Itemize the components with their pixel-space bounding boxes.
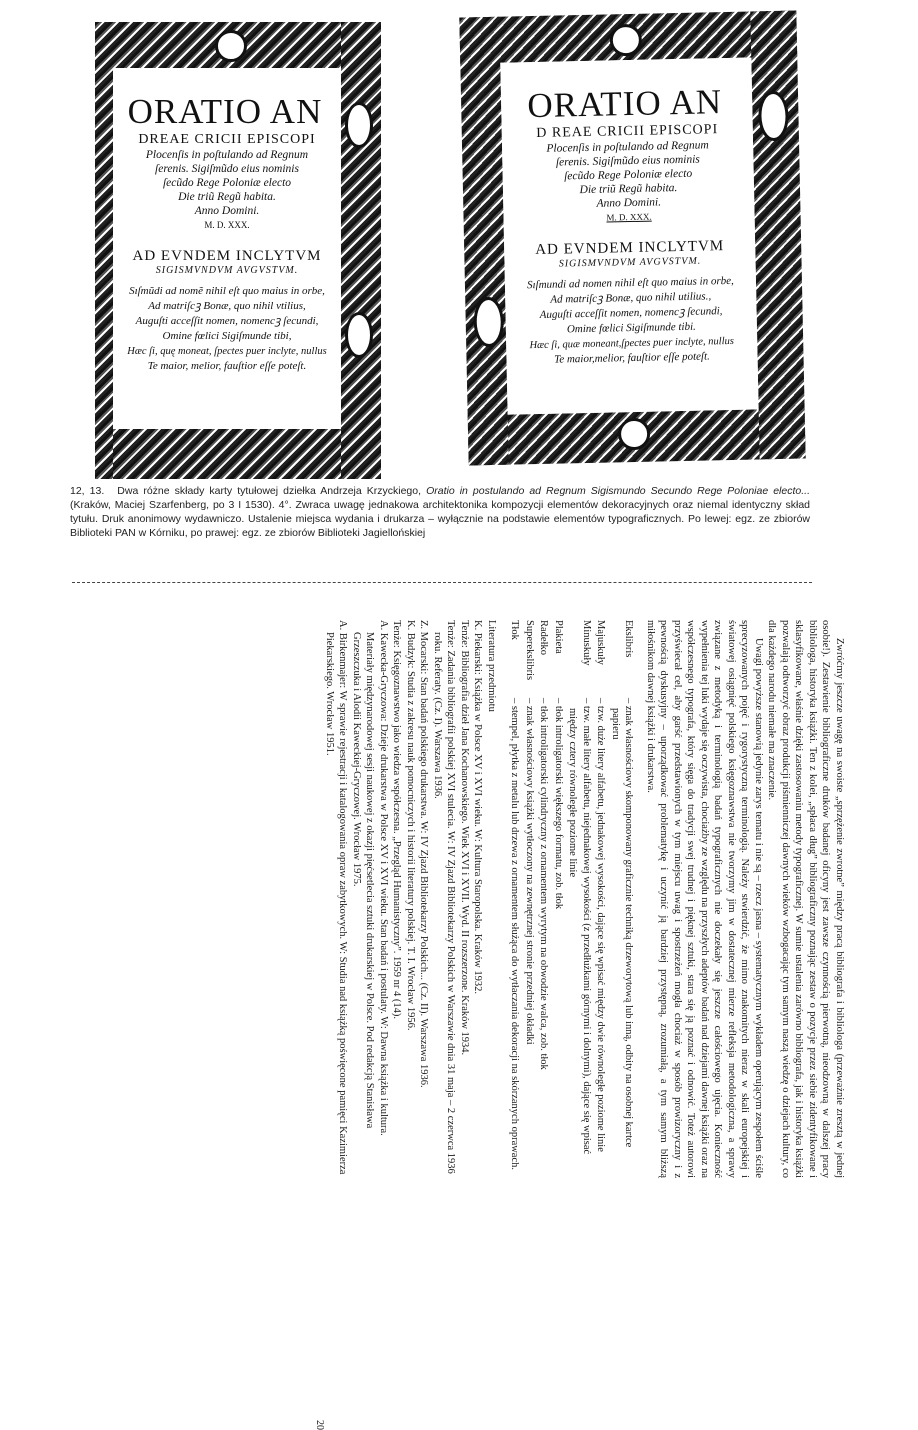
glossary-entry (594, 620, 608, 1178)
bibliography (323, 620, 485, 1178)
verse-line: Omine fœlici Sigiſmunde tibi. (566, 320, 696, 336)
dedication-subheading: SIGISMVNDVM AVGVSTVM. (558, 255, 702, 270)
page-divider (72, 582, 812, 583)
glossary-definition: – tłok introligatorski większego formatu, zob. tłok (553, 698, 564, 910)
bibliography-entry: Tenże: Zadania bibliografii polskiej XVI stulecia. W: IV Zjazd Bibliotekarzy Polskich w Warszawie dnia 31 maja – 2 czerwca 1936 roku. Referaty. (Cz. I). Warszawa 1936. (432, 620, 457, 1174)
verse-line: Te maior,melior, fauſtior eſſe poteſt. (554, 350, 710, 366)
bibliography-entry: K. Piekarski: Książka w Polsce XV i XVI wieku. W: Kultura Staropolska. Kraków 1932. (472, 620, 484, 994)
glossary-entry (552, 620, 566, 1178)
glossary-term: Plakieta (553, 620, 564, 654)
verse-line: Hæc ſi, quę moneat, ſpectes puer inclyte, nullus (127, 346, 327, 357)
title-page-main-title: ORATIO AN (127, 92, 323, 131)
glossary-entry (523, 620, 537, 1178)
figure-number: 12, 13. (70, 485, 105, 497)
bibliography-entry: K. Budzyk: Studia z zakresu nauk pomocniczych i historii literatury polskiej. T. I. Wrocław 1956. (405, 620, 416, 1031)
glossary-term: Tłok (509, 620, 521, 640)
ornamental-border-right (341, 22, 381, 479)
title-line: DREAE CRICII EPISCOPI (138, 132, 316, 147)
title-line: D REAE CRICII EPISCOPI (536, 122, 719, 141)
page-number: 20 (314, 1420, 325, 1430)
glossary-definition: – znak własnościowy skomponowany graficznie techniką drzeworytową lub inną, odbity na osobnej kartce papieru (610, 698, 635, 1148)
verse-line: Ad matriſcꝫ Bonæ, quo nihil utilius., (550, 290, 712, 306)
title-line: ſerenis. Sigiſmũdo eius nominis (555, 153, 700, 169)
body-paragraph: Uwagi powyższe stanowią jedynie zarys tematu i nie są – rzecz jasna – systematycznym wykładem operującym zespołem ściśle sprecyzowanych pojęć i rygorystyczną terminologią. Należy stwierdzić, że mimo znakomitych nieraz w skali europejskiej i światowej osiągnięć polskiego księgoznawstwa nie tworzymy jim w dostatecznej mierze refleksja metodologiczna, a sprawy związane z metodyką i terminologią badań typograficznych nie doczekały się jeszcze całościowego ujęcia. Konieczność wypełnienia tej luki wydaje się oczywista, chociażby ze względu na przyszłych adeptów badań nad dziejami dawnej książki oraz na współczesnego typografa, który sięga do tradycji swej trudnej i pięknej sztuki, stara się ją poznać i odnowić. Toteż autorowi przyświecał cel, aby garść przedstawionych w tym miejscu uwag i spostrzeżeń mogła chociaż w sposób prowizoryczny i z pewnością dyskusyjny – uporządkować problematykę i uczynić ją bardziej przystępną, zrozumiałą, a tym samym bliższą miłośnikom dawnej książki i drukarstwa. (645, 620, 764, 1178)
glossary-entry (508, 620, 522, 1178)
title-page-plate-left (95, 22, 381, 479)
title-page-text (113, 68, 341, 429)
verse-line: Sıſmũdi ad nomẽ nihil eſt quo maius in orbe, (129, 285, 325, 297)
body-paragraph: Zwróćmy jeszcze uwagę na swoiste „sprzężenie zwrotne” między pracą bibliografa i bibliologa (przeważnie zresztą w jednej osobie!). Zestawienie bibliograficzne druków badanej oficyny jest zawsze czynnością pierwotną, nieodzowną w dalszej pracy bibliologa, historyka książki. Ten z kolei, „spłaca dług” bibliograficzny poznając zestaw o pozycje przez siebie zidentyfikowane i sklasyfikowane, właśnie dzięki zastosowaniu metody typograficznej. W sumie ustalenia zarówno bibliografa, jak i historyka książki pozwalają odtworzyć obraz produkcji piśmienniczej dawnych wieków wzbogacając tym samym naszą wiedzę o dziejach kultury, co dla każdego narodu niemałe ma znaczenie. (766, 620, 845, 1178)
bibliography-entry: Tenże: Bibliografia dzieł Jana Kochanowskiego. Wiek XVI i XVII. Wyd. II rozszerzone. Kraków 1934. (459, 620, 470, 1056)
title-line: ſecũdo Rege Poloniæ electo (564, 167, 693, 183)
figure-caption (70, 484, 810, 540)
title-line: Plocenſis in poſtulando ad Regnum (145, 149, 309, 161)
dedication-heading: AD EVNDEM INCLYTVM (535, 238, 725, 259)
title-page-text (500, 57, 758, 414)
verse-line: Auguſti acceſſit nomen, nomencꝫ ſecundi, (539, 305, 723, 321)
glossary-definition: – tłok introligatorski cylindryczny z ornamentem wyrytym na obwodzie walca, zob. tłok (538, 698, 550, 1070)
bibliography-entry: Z. Mocarski: Stan badań polskiego drukarstwa. W: IV Zjazd Bibliotekarzy Polskich... (Cz. II). Warszawa 1936. (418, 620, 430, 1088)
verse-line: Ad matriſcꝫ Bonæ, quo nihil vtilius, (148, 300, 306, 312)
bibliography-entry: Tenże: Księgoznawstwo jako wiedza współczesna. „Przegląd Humanistyczny”. 1959 nr 4 (14). (391, 620, 403, 1020)
glossary-entry (537, 620, 551, 1178)
caption-text: (Kraków, Maciej Szarfenberg, po 3 I 1530). 4°. Zwraca uwagę jednakowa architektonika kompozycji elementów dekoracyjnych oraz niemal identyczny skład tytułu. Druk anonimowy wydawniczo. Ustalenie miejsca wydania i drukarza – wyłącznie na podstawie elementów typograficznych. Po lewej: egz. ze zbiorów Biblioteki PAN w Kórniku, po prawej: egz. ze zbiorów Biblioteki Jagiellońskiej (70, 499, 810, 539)
verse-line: Hæc ſi, quæ moneant,ſpectes puer inclyte, nullus (529, 335, 735, 352)
title-page-main-title: ORATIO AN (526, 82, 723, 126)
glossary-term: Majuskuły (595, 620, 607, 665)
title-line: ſerenis. Sigiſmũdo eius nominis (155, 163, 299, 175)
verse-line: Auguſti acceſſit nomen, nomencꝫ ſecundi, (135, 315, 319, 327)
verse-line: Sıſmundi ad nomen nihil eſt quo maius in orbe, (526, 274, 734, 292)
glossary-term: Ekslibris (623, 620, 635, 658)
verse-line: Omine fœlici Sigiſmunde tibi, (162, 330, 292, 342)
bibliography-entry: A. Kawecka-Gryczowa: Dzieje drukarstwa w Polsce XV i XVI wieku. Stan badań i postulaty. W: Dawna książka i kultura. Materiały międzynarodowej sesji naukowej z okazji pięćsetlecia sztuki drukarskiej w Polsce. Pod redakcją Stanisława Grzeszczuka i Alodii Kaweckiej-Gryczowej. Wrocław 1975. (351, 620, 389, 1136)
title-page-plate-right (459, 11, 805, 466)
glossary-entry (566, 620, 593, 1178)
bibliography-heading: Literatura przedmiotu (486, 620, 497, 712)
ornamental-border-bottom (95, 429, 381, 479)
glossary-definition: – znak własnościowy książki wytłoczony na zewnętrznej stronie przedniej okładki (524, 698, 535, 1045)
ornamental-border-left (95, 22, 113, 479)
verse (505, 273, 758, 368)
bibliography-entry: A. Birkenmajer: W sprawie rejestracji i katalogowania opraw zabytkowych. W: Studia nad książką poświęcone pamięci Kazimierza Piekarskiego. Wrocław 1951. (324, 620, 349, 1175)
title-line: Anno Domini. (596, 196, 662, 210)
title-line: Die triũ Regũ habita. (178, 191, 276, 203)
ornament-medallion (345, 102, 373, 148)
glossary-term: Superekslibris (524, 620, 535, 681)
dedication-heading: AD EVNDEM INCLYTVM (132, 248, 322, 264)
verse (113, 284, 341, 374)
rotated-text-page (60, 620, 846, 1430)
ornament-medallion (215, 30, 247, 62)
title-line: Die triũ Regũ habita. (579, 182, 678, 197)
glossary-definition: – tzw. duże litery alfabetu, jednakowej wysokości, dające się wpisać między dwie równoległe poziome linie (595, 698, 607, 1152)
glossary-term: Radełko (538, 620, 550, 655)
title-date: M. D. XXX. (204, 220, 250, 230)
glossary-term: Minuskuły (581, 620, 592, 666)
ornament-medallion (758, 91, 789, 142)
verse-line: Te maior, melior, fauſtior eſſe poteſt. (147, 360, 307, 372)
glossary-definition: – tzw. małe litery alfabetu, niejednakowej wysokości (z przedłużkami górnymi i dolnymi), dające się wpisać między cztery równoległe poziome linie (567, 698, 592, 1155)
title-line: ſecũdo Rege Poloniæ electo (162, 177, 292, 189)
glossary (508, 620, 636, 1178)
glossary-definition: – stempel, płytka z metalu lub drzewa z ornamentem służąca do wytłaczania dekoracji na skórzanych oprawach. (509, 698, 521, 1171)
title-line: Anno Domini. (194, 205, 260, 217)
caption-text: Dwa różne składy karty tytułowej dziełka Andrzeja Krzyckiego, (117, 485, 422, 497)
glossary-entry (609, 620, 636, 1178)
ornamental-border-right (750, 11, 805, 460)
ornament-medallion (473, 297, 504, 348)
caption-title: Oratio in postulando ad Regnum Sigismundo Secundo Rege Poloniae electo... (426, 485, 810, 497)
title-date: M. D. XXX. (606, 211, 652, 223)
dedication-subheading: SIGISMVNDVM AVGVSTVM. (155, 265, 299, 276)
ornament-medallion (345, 312, 373, 358)
title-line: Plocenſis in poſtulando ad Regnum (546, 139, 709, 155)
